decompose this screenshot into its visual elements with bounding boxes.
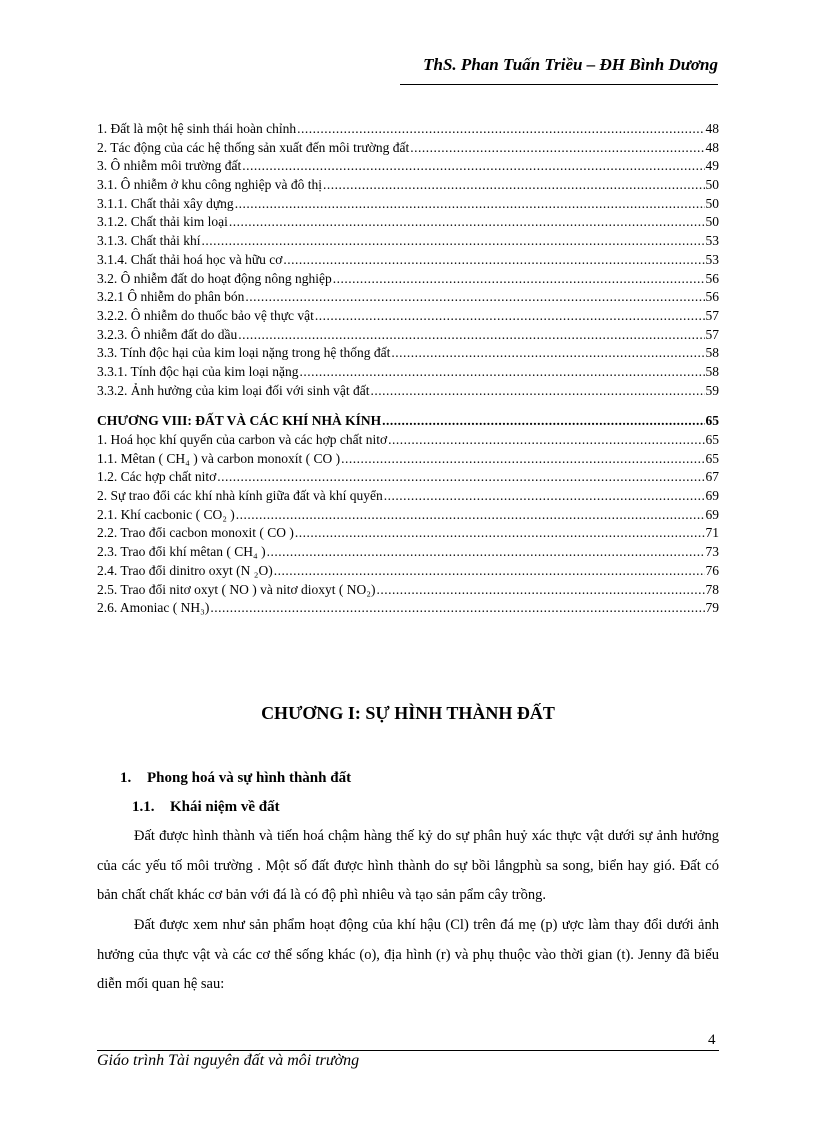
- section-heading-1-1: [132, 799, 280, 816]
- toc-entry-page: 65: [705, 450, 719, 466]
- toc-entry-page: 56: [705, 289, 719, 305]
- toc-entry-label: 3.2.3. Ô nhiễm đất do dầu: [97, 326, 238, 342]
- toc-entry-label: 2.1. Khí cacbonic ( CO₂ ): [97, 506, 235, 522]
- toc-entry-label: 3.3. Tính độc hại của kim loại nặng trong hệ thống đất: [97, 345, 391, 361]
- toc-entry-page: 48: [705, 139, 719, 155]
- toc-leader-dots: [229, 214, 705, 230]
- toc-entry: [97, 488, 719, 507]
- toc-leader-dots: [210, 600, 704, 616]
- toc-entry: [97, 600, 719, 619]
- toc-leader-dots: [388, 432, 704, 448]
- toc-leader-dots: [333, 271, 705, 287]
- toc-entry-label: 1. Hoá học khí quyển của carbon và các hợp chất nitơ: [97, 432, 388, 447]
- toc-entry-label: 2.6. Amoniac ( NH₃): [97, 600, 210, 616]
- toc-entry: [97, 214, 719, 233]
- toc-entry-label: 2.2. Trao đổi cacbon monoxit ( CO ): [97, 525, 294, 541]
- toc-entry: [97, 177, 719, 196]
- header-text: ThS. Phan Tuấn Triều – ĐH Bình Dương: [423, 55, 718, 74]
- toc-entry-label: 3.1. Ô nhiễm ở khu công nghiệp và đô thị: [97, 177, 322, 193]
- toc-entry-page: 59: [705, 382, 719, 398]
- toc-entry: [97, 383, 719, 402]
- toc-entry-label: 3.2.1 Ô nhiễm do phân bón: [97, 289, 245, 305]
- toc-leader-dots: [370, 383, 704, 399]
- body-paragraph: Đất được xem như sản phẩm hoạt động của khí hậu (Cl) trên đá mẹ (p) ược làm thay đổi dưới ảnh hưởng của thực vật và các cơ thể sống khác (o), địa hình (r) và phụ thuộc vào thời gian (t). Jenny đã biểu diễn mối quan hệ sau:: [97, 917, 719, 992]
- toc-entry-label: 2.4. Trao đổi dinitro oxyt (N ₂O): [97, 562, 273, 578]
- subsection-number: 1.1.: [132, 799, 155, 815]
- toc-entry-page: 57: [705, 326, 719, 342]
- toc-entry-page: 57: [705, 307, 719, 323]
- toc-entry-label: 2.3. Trao đổi khí mêtan ( CH₄ ): [97, 544, 266, 560]
- toc-leader-dots: [391, 345, 704, 361]
- toc-entry: [97, 525, 719, 544]
- toc-leader-dots: [410, 140, 704, 156]
- section-heading-1: [120, 770, 351, 787]
- page-number: 4: [708, 1032, 716, 1048]
- toc-leader-dots: [299, 364, 704, 380]
- toc-entry-label: 3.1.1. Chất thải xây dựng: [97, 195, 234, 211]
- toc-entry-page: 50: [705, 195, 719, 211]
- page-header: [400, 52, 718, 85]
- toc-leader-dots: [202, 233, 705, 249]
- toc-entry-label: 3.2. Ô nhiễm đất do hoạt động nông nghiệp: [97, 270, 332, 286]
- toc-leader-dots: [323, 177, 705, 193]
- toc-entry-page: 58: [705, 345, 719, 361]
- toc-chapter-entry: [97, 413, 719, 432]
- toc-leader-dots: [295, 525, 705, 541]
- toc-leader-dots: [242, 158, 704, 174]
- footer-text: Giáo trình Tài nguyên đất và môi trường: [97, 1052, 360, 1069]
- toc-leader-dots: [283, 252, 704, 268]
- toc-entry-page: 73: [705, 544, 719, 560]
- toc-leader-dots: [274, 563, 705, 579]
- section-number: 1.: [120, 770, 132, 786]
- toc-entry: [97, 140, 719, 159]
- toc-entry-label: 3.3.1. Tính độc hại của kim loại nặng: [97, 363, 299, 379]
- toc-entry: [97, 289, 719, 308]
- toc-entry-page: 48: [705, 121, 719, 136]
- toc-entry-label: CHƯƠNG VIII: ĐẤT VÀ CÁC KHÍ NHÀ KÍNH: [97, 413, 382, 429]
- toc-entry-label: 3.3.2. Ảnh hưởng của kim loại đối với sinh vật đất: [97, 382, 370, 398]
- toc-leader-dots: [297, 121, 704, 137]
- toc-entry: [97, 432, 719, 451]
- toc-entry-page: 65: [705, 432, 719, 447]
- toc-entry: [97, 327, 719, 346]
- toc-entry-page: 69: [705, 488, 719, 504]
- toc-entry: [97, 507, 719, 526]
- body-paragraph: Đất được hình thành và tiến hoá chậm hàng thế kỷ do sự phân huỷ xác thực vật dưới sự ảnh hưởng của các yếu tố môi trường . Một số đất được hình thành do sự bồi lắngphù sa song, biển hay gió. Đất có bản chất chất khác cơ bản với đá là có độ phì nhiêu và tạo sản pẩm cây trồng.: [97, 828, 719, 903]
- toc-entry-page: 53: [705, 233, 719, 249]
- toc-entry-page: 56: [705, 270, 719, 286]
- toc-entry: [97, 121, 719, 140]
- toc-entry-page: 69: [705, 506, 719, 522]
- toc-leader-dots: [236, 507, 705, 523]
- toc-entry-page: 50: [705, 177, 719, 193]
- toc-entry-label: 2.5. Trao đổi nitơ oxyt ( NO ) và nitơ dioxyt ( NO₂): [97, 581, 376, 597]
- toc-entry-label: 2. Sự trao đổi các khí nhà kính giữa đất và khí quyển: [97, 488, 383, 504]
- toc-entry-label: 1.1. Mêtan ( CH₄ ) và carbon monoxít ( CO ): [97, 450, 341, 466]
- toc-entry-page: 65: [705, 413, 719, 429]
- toc-entry-label: 3. Ô nhiễm môi trường đất: [97, 158, 242, 174]
- toc-entry: [97, 196, 719, 215]
- toc-leader-dots: [376, 582, 704, 598]
- toc-leader-dots: [245, 289, 704, 305]
- toc-entry-label: 3.1.4. Chất thải hoá học và hữu cơ: [97, 251, 283, 267]
- toc-entry-page: 78: [705, 581, 719, 597]
- toc-entry: [97, 158, 719, 177]
- toc-entry-page: 71: [705, 525, 719, 541]
- table-of-contents: [97, 121, 719, 619]
- section-title: Phong hoá và sự hình thành đất: [147, 770, 352, 786]
- toc-entry-label: 1. Đất là một hệ sinh thái hoàn chỉnh: [97, 121, 297, 136]
- toc-entry: [97, 252, 719, 271]
- toc-entry-page: 76: [705, 562, 719, 578]
- toc-leader-dots: [384, 488, 705, 504]
- toc-entry: [97, 345, 719, 364]
- toc-entry: [97, 233, 719, 252]
- toc-entry: [97, 271, 719, 290]
- toc-leader-dots: [341, 451, 704, 467]
- toc-leader-dots: [267, 544, 705, 560]
- toc-entry: [97, 364, 719, 383]
- toc-entry-label: 3.1.3. Chất thải khí: [97, 233, 201, 249]
- toc-entry: [97, 544, 719, 563]
- toc-entry-page: 53: [705, 251, 719, 267]
- toc-entry-page: 79: [705, 600, 719, 616]
- chapter-title: CHƯƠNG I: SỰ HÌNH THÀNH ĐẤT: [261, 703, 555, 723]
- toc-entry-page: 58: [705, 363, 719, 379]
- toc-entry: [97, 469, 719, 488]
- toc-entry-page: 49: [705, 158, 719, 174]
- toc-entry-label: 3.2.2. Ô nhiễm do thuốc bảo vệ thực vật: [97, 307, 314, 323]
- toc-leader-dots: [382, 413, 704, 429]
- toc-leader-dots: [217, 469, 704, 485]
- toc-leader-dots: [235, 196, 705, 212]
- toc-leader-dots: [315, 308, 705, 324]
- toc-entry: [97, 563, 719, 582]
- toc-entry: [97, 451, 719, 470]
- toc-entry: [97, 582, 719, 601]
- toc-entry-label: 1.2. Các hợp chất nitơ: [97, 469, 217, 485]
- toc-entry-page: 50: [705, 214, 719, 230]
- toc-entry-label: 3.1.2. Chất thải kim loại: [97, 214, 228, 230]
- toc-leader-dots: [238, 327, 704, 343]
- toc-entry: [97, 308, 719, 327]
- page-footer: [97, 1050, 719, 1070]
- toc-entry-label: 2. Tác động của các hệ thống sản xuất đến môi trường đất: [97, 139, 410, 155]
- toc-entry-page: 67: [705, 469, 719, 485]
- subsection-title: Khái niệm về đất: [170, 799, 280, 815]
